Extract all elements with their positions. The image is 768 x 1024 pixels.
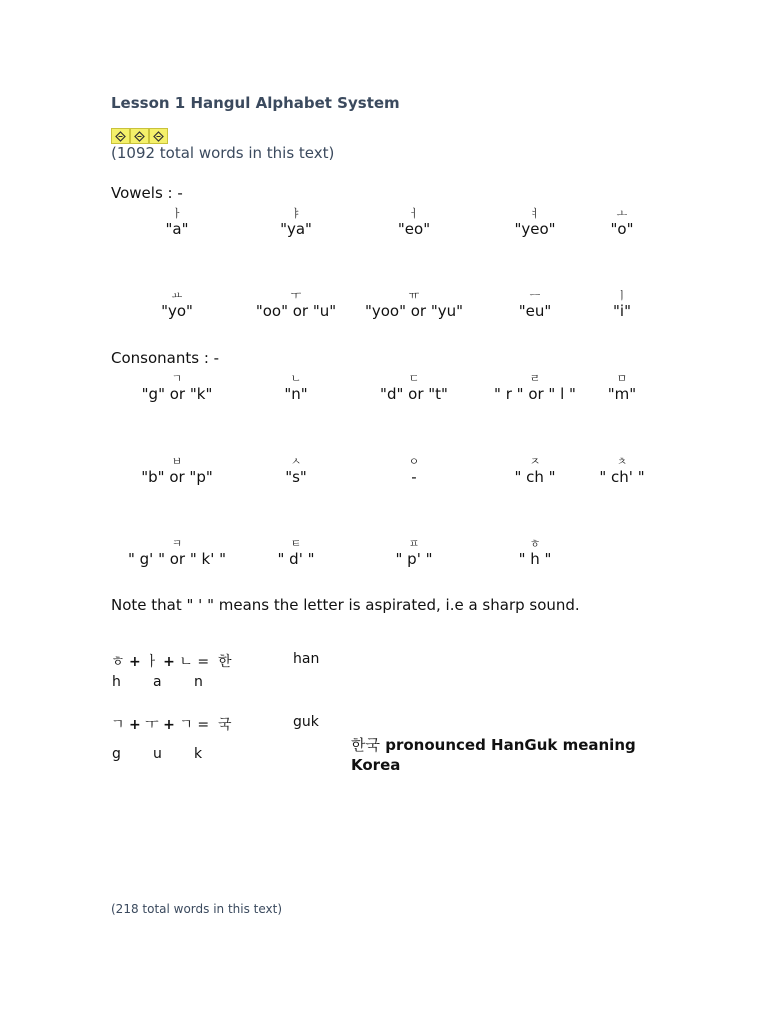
romanization: "o" bbox=[610, 220, 634, 238]
jamo: ㅏ bbox=[145, 654, 159, 670]
vowel-cell bbox=[236, 207, 356, 238]
romanization: "yoo" or "yu" bbox=[364, 302, 464, 320]
vowels-heading: Vowels : - bbox=[111, 184, 183, 202]
jamo: ㅎ bbox=[111, 654, 125, 670]
hanguk-hangul: 한국 bbox=[351, 736, 380, 754]
romanization: "eu" bbox=[518, 302, 552, 320]
jamo: ㄱ bbox=[179, 717, 193, 733]
consonant-cell bbox=[475, 537, 595, 568]
romanization: " ch " bbox=[514, 468, 556, 486]
vowel-cell bbox=[117, 207, 237, 238]
jamo: ㅓ bbox=[408, 207, 420, 220]
plus-sign: + bbox=[163, 717, 175, 733]
romanization: "eo" bbox=[397, 220, 431, 238]
letter: u bbox=[153, 746, 162, 762]
romanization: "m" bbox=[607, 385, 637, 403]
equals-sign: = bbox=[197, 717, 210, 733]
jamo: ㅇ bbox=[408, 455, 420, 468]
consonant-cell bbox=[117, 537, 237, 568]
romanization: "s" bbox=[285, 468, 307, 486]
plus-sign: + bbox=[128, 654, 141, 670]
consonant-cell bbox=[236, 455, 356, 486]
syllable: 국 bbox=[217, 717, 232, 733]
letter: n bbox=[194, 674, 203, 690]
romanization: " h " bbox=[518, 550, 552, 568]
romanization: "yo" bbox=[161, 302, 193, 320]
romanization: - bbox=[411, 468, 417, 486]
word-count: (1092 total words in this text) bbox=[111, 144, 335, 162]
vowel-cell bbox=[236, 289, 356, 320]
romanization: "i" bbox=[613, 302, 631, 320]
page-title: Lesson 1 Hangul Alphabet System bbox=[111, 94, 400, 112]
romanization: "n" bbox=[284, 385, 308, 403]
rating-icon bbox=[149, 128, 168, 144]
syllable: 한 bbox=[217, 654, 232, 670]
jamo: ㅁ bbox=[616, 372, 628, 385]
jamo: ㅂ bbox=[171, 455, 183, 468]
romanization: "g" or "k" bbox=[141, 385, 213, 403]
jamo: ㅑ bbox=[290, 207, 302, 220]
jamo: ㅜ bbox=[290, 289, 302, 302]
romanization: " r " or " l " bbox=[494, 385, 576, 403]
jamo: ㄴ bbox=[179, 654, 193, 670]
jamo: ㄴ bbox=[290, 372, 302, 385]
jamo: ㅜ bbox=[145, 717, 159, 733]
consonant-cell bbox=[117, 455, 237, 486]
vowel-cell bbox=[354, 289, 474, 320]
jamo: ㄹ bbox=[529, 372, 541, 385]
romanization: " ch' " bbox=[599, 468, 645, 486]
romanization: " p' " bbox=[395, 550, 433, 568]
pronunciation-text: pronounced HanGuk meaning Korea bbox=[351, 736, 636, 774]
vowel-cell bbox=[562, 207, 682, 238]
jamo: ㅛ bbox=[171, 289, 183, 302]
example-guk-roman: guk bbox=[293, 714, 319, 730]
example-han-formula bbox=[111, 651, 232, 671]
jamo: ㅍ bbox=[408, 537, 420, 550]
jamo: ㅌ bbox=[290, 537, 302, 550]
jamo: ㅅ bbox=[290, 455, 302, 468]
consonant-cell bbox=[562, 455, 682, 486]
jamo: ㅊ bbox=[616, 455, 628, 468]
jamo: ㅣ bbox=[616, 289, 628, 302]
vowel-cell bbox=[117, 289, 237, 320]
jamo: ㅡ bbox=[529, 289, 541, 302]
vowel-cell bbox=[354, 207, 474, 238]
rating-badges bbox=[111, 128, 168, 144]
jamo: ㅋ bbox=[171, 537, 183, 550]
example-guk-formula bbox=[111, 714, 232, 734]
romanization: "d" or "t" bbox=[380, 385, 448, 403]
consonant-cell bbox=[354, 455, 474, 486]
rating-icon bbox=[130, 128, 149, 144]
equals-sign: = bbox=[197, 654, 210, 670]
vowel-cell bbox=[562, 289, 682, 320]
aspiration-note: Note that " ' " means the letter is aspirated, i.e a sharp sound. bbox=[111, 596, 580, 614]
example-han-roman: han bbox=[293, 651, 320, 667]
consonant-cell bbox=[236, 372, 356, 403]
consonant-cell bbox=[236, 537, 356, 568]
consonants-heading: Consonants : - bbox=[111, 349, 220, 367]
romanization: "a" bbox=[165, 220, 189, 238]
letter: k bbox=[194, 746, 203, 762]
plus-sign: + bbox=[163, 654, 175, 670]
rating-icon bbox=[111, 128, 130, 144]
jamo: ㅈ bbox=[529, 455, 541, 468]
romanization: " d' " bbox=[277, 550, 315, 568]
jamo: ㅗ bbox=[616, 207, 628, 220]
jamo: ㄱ bbox=[171, 372, 183, 385]
footer-word-count: (218 total words in this text) bbox=[111, 902, 283, 916]
jamo: ㅠ bbox=[408, 289, 420, 302]
jamo: ㅏ bbox=[171, 207, 183, 220]
consonant-cell bbox=[354, 372, 474, 403]
letter: g bbox=[112, 746, 121, 762]
consonant-cell bbox=[117, 372, 237, 403]
plus-sign: + bbox=[128, 717, 141, 733]
jamo: ㄱ bbox=[111, 717, 125, 733]
jamo: ㅕ bbox=[529, 207, 541, 220]
pronunciation-note bbox=[351, 735, 651, 775]
romanization: "yeo" bbox=[514, 220, 556, 238]
romanization: " g' " or " k' " bbox=[127, 550, 226, 568]
romanization: "ya" bbox=[280, 220, 312, 238]
jamo: ㅎ bbox=[529, 537, 541, 550]
romanization: "oo" or "u" bbox=[255, 302, 337, 320]
consonant-cell bbox=[562, 372, 682, 403]
romanization: "b" or "p" bbox=[141, 468, 213, 486]
jamo: ㄷ bbox=[408, 372, 420, 385]
letter: a bbox=[153, 674, 162, 690]
consonant-cell bbox=[354, 537, 474, 568]
letter: h bbox=[112, 674, 121, 690]
